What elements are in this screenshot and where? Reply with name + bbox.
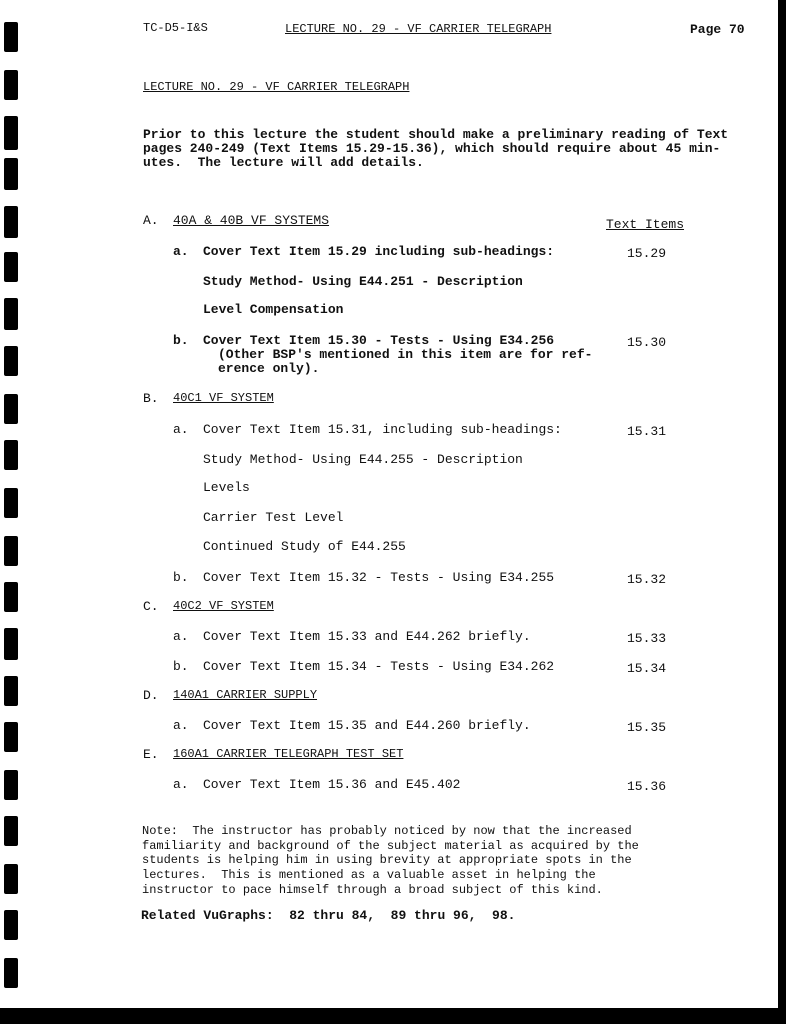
- section-a-item-b-cont-2: erence only).: [218, 361, 320, 376]
- section-c-item-a-ref: 15.33: [627, 631, 667, 646]
- punch-hole: [4, 70, 18, 100]
- punch-hole: [4, 252, 18, 282]
- section-a-item-a-ref: 15.29: [627, 246, 667, 261]
- punch-hole: [4, 488, 18, 518]
- section-b-title: 40C1 VF SYSTEM: [173, 391, 274, 405]
- text-items-header: Text Items: [606, 217, 685, 232]
- punch-hole: [4, 582, 18, 612]
- doc-code: TC-D5-I&S: [143, 21, 208, 35]
- section-a-item-b-label: b.: [173, 333, 189, 348]
- section-a-item-b-cont-1: (Other BSP's mentioned in this item are for ref-: [218, 347, 593, 362]
- section-c-item-a-text: Cover Text Item 15.33 and E44.262 briefly.: [203, 629, 531, 644]
- running-title: LECTURE NO. 29 - VF CARRIER TELEGRAPH: [285, 22, 552, 36]
- punch-hole: [4, 394, 18, 424]
- section-e-title: 160A1 CARRIER TELEGRAPH TEST SET: [173, 747, 404, 761]
- section-b-sub-2: Levels: [203, 480, 250, 495]
- intro-line-2: pages 240-249 (Text Items 15.29-15.36), which should require about 45 min-: [143, 141, 721, 156]
- section-b-sub-4: Continued Study of E44.255: [203, 539, 406, 554]
- intro-line-1: Prior to this lecture the student should make a preliminary reading of Text: [143, 127, 729, 142]
- section-b-item-a-ref: 15.31: [627, 424, 667, 439]
- related-vugraphs: Related VuGraphs: 82 thru 84, 89 thru 96, 98.: [141, 908, 516, 923]
- note-line-2: familiarity and background of the subject material as acquired by the: [142, 839, 639, 853]
- section-b-item-b-label: b.: [173, 570, 189, 585]
- section-d-item-a-text: Cover Text Item 15.35 and E44.260 briefly.: [203, 718, 531, 733]
- punch-hole: [4, 536, 18, 566]
- punch-hole: [4, 770, 18, 800]
- punch-hole: [4, 22, 18, 52]
- section-d-item-a-ref: 15.35: [627, 720, 667, 735]
- punch-hole: [4, 676, 18, 706]
- section-c-letter: C.: [143, 599, 159, 614]
- page-number: Page 70: [690, 22, 745, 37]
- section-d-item-a-label: a.: [173, 718, 189, 733]
- section-d-title: 140A1 CARRIER SUPPLY: [173, 688, 318, 702]
- section-c-item-b-ref: 15.34: [627, 661, 667, 676]
- section-b-item-a-label: a.: [173, 422, 189, 437]
- punch-hole: [4, 440, 18, 470]
- section-a-item-a-text: Cover Text Item 15.29 including sub-headings:: [203, 244, 555, 259]
- section-b-sub-1: Study Method- Using E44.255 - Description: [203, 452, 523, 467]
- page-right-border: [778, 0, 786, 1024]
- section-b-letter: B.: [143, 391, 159, 406]
- section-e-item-a-text: Cover Text Item 15.36 and E45.402: [203, 777, 461, 792]
- note-line-1: Note: The instructor has probably noticed by now that the increased: [142, 824, 632, 838]
- note-line-5: instructor to pace himself through a broad subject of this kind.: [142, 883, 603, 897]
- section-b-item-b-text: Cover Text Item 15.32 - Tests - Using E34.255: [203, 570, 555, 585]
- section-c-item-b-label: b.: [173, 659, 189, 674]
- section-a-item-b-text: Cover Text Item 15.30 - Tests - Using E34.256: [203, 333, 555, 348]
- punch-hole: [4, 910, 18, 940]
- punch-hole: [4, 158, 18, 190]
- section-b-sub-3: Carrier Test Level: [203, 510, 344, 525]
- punch-hole: [4, 116, 18, 150]
- section-b-item-b-ref: 15.32: [627, 572, 667, 587]
- section-c-item-b-text: Cover Text Item 15.34 - Tests - Using E34.262: [203, 659, 555, 674]
- punch-hole: [4, 628, 18, 660]
- section-a-sub-1: Study Method- Using E44.251 - Description: [203, 274, 523, 289]
- note-line-4: lectures. This is mentioned as a valuable asset in helping the: [142, 868, 596, 882]
- punch-hole: [4, 722, 18, 752]
- section-c-item-a-label: a.: [173, 629, 189, 644]
- punch-hole: [4, 346, 18, 376]
- intro-line-3: utes. The lecture will add details.: [143, 155, 424, 170]
- lecture-heading: LECTURE NO. 29 - VF CARRIER TELEGRAPH: [143, 80, 410, 94]
- note-line-3: students is helping him in using brevity at appropriate spots in the: [142, 853, 632, 867]
- punch-hole: [4, 864, 18, 894]
- section-d-letter: D.: [143, 688, 159, 703]
- section-b-item-a-text: Cover Text Item 15.31, including sub-headings:: [203, 422, 562, 437]
- punch-hole: [4, 206, 18, 238]
- section-a-item-b-ref: 15.30: [627, 335, 667, 350]
- section-e-letter: E.: [143, 747, 159, 762]
- punch-hole: [4, 958, 18, 988]
- section-a-title: 40A & 40B VF SYSTEMS: [173, 213, 330, 228]
- section-c-title: 40C2 VF SYSTEM: [173, 599, 274, 613]
- section-a-sub-2: Level Compensation: [203, 302, 344, 317]
- page-bottom-border: [0, 1008, 786, 1024]
- section-a-item-a-label: a.: [173, 244, 189, 259]
- section-a-letter: A.: [143, 213, 159, 228]
- punch-hole: [4, 816, 18, 846]
- section-e-item-a-label: a.: [173, 777, 189, 792]
- punch-hole: [4, 298, 18, 330]
- section-e-item-a-ref: 15.36: [627, 779, 667, 794]
